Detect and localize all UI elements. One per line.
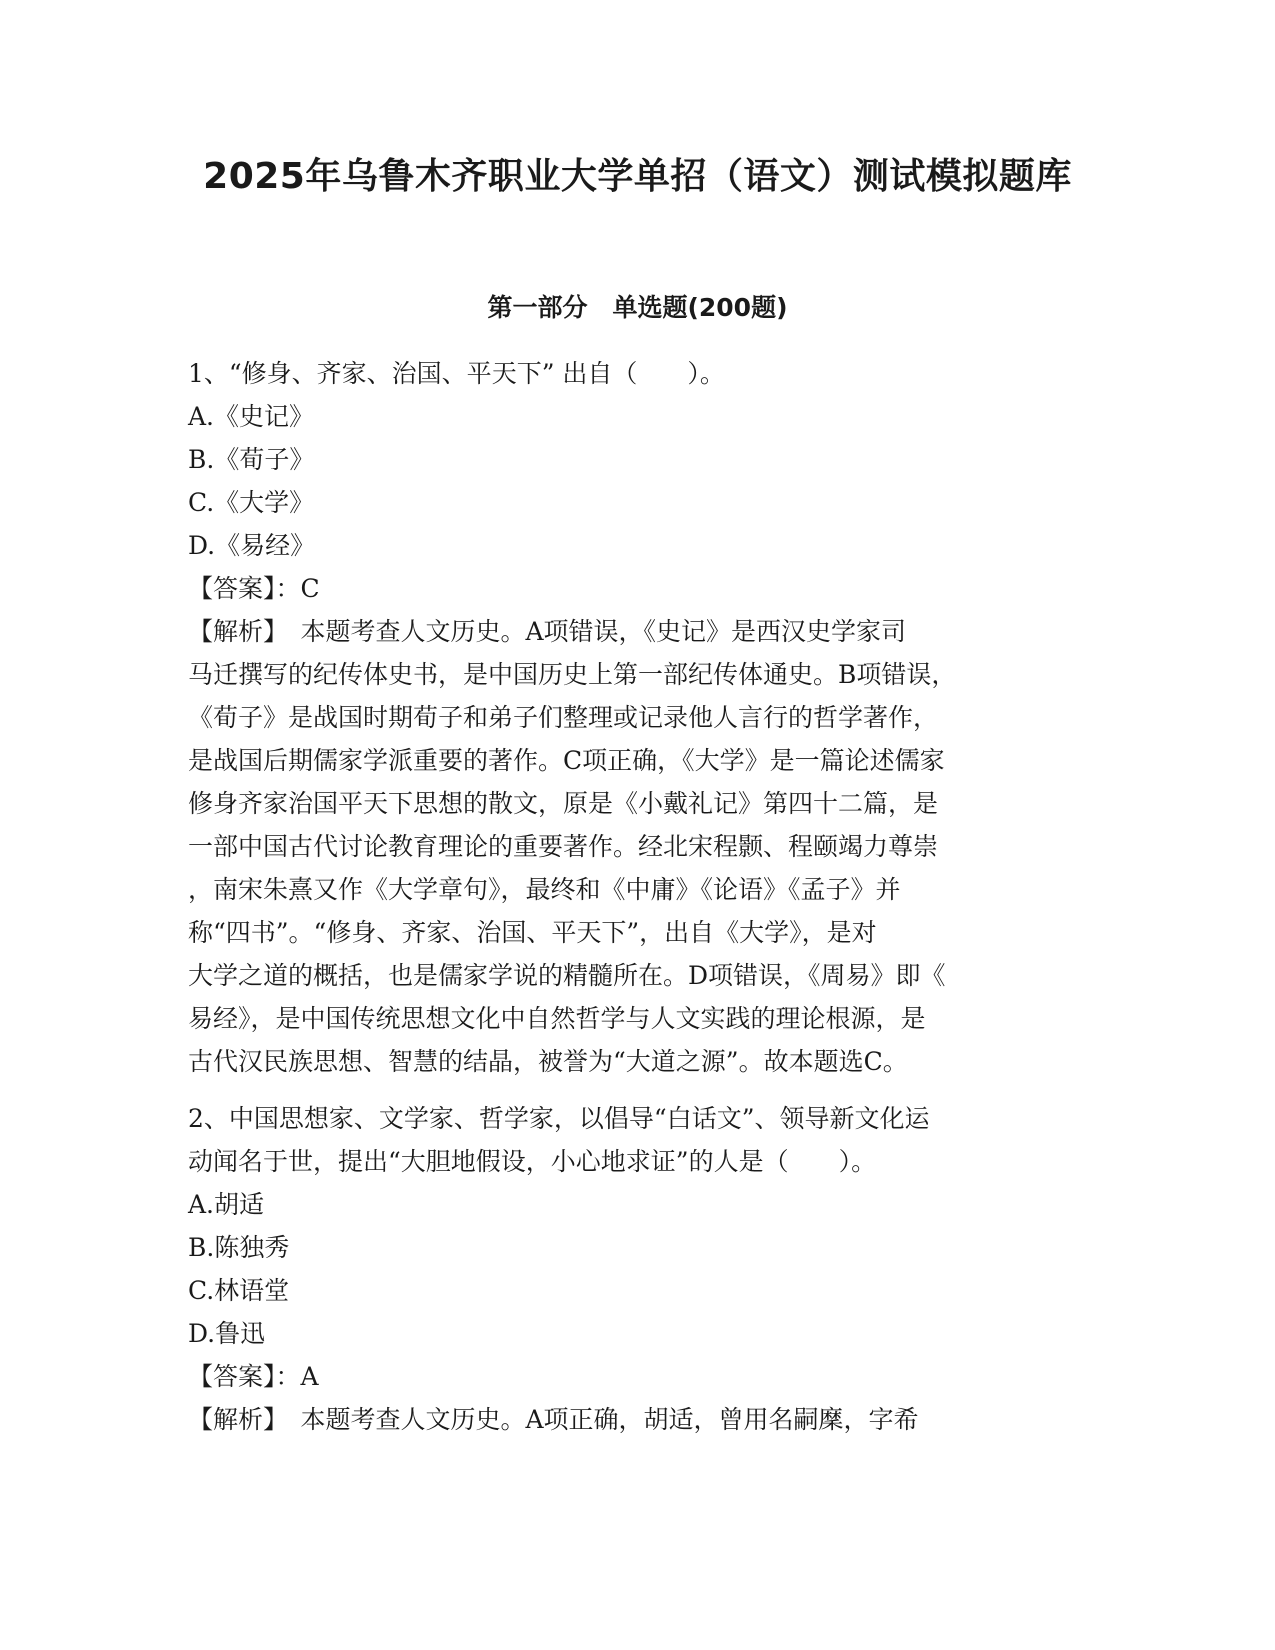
option-a: A.《史记》 — [188, 402, 315, 431]
question-1 — [188, 352, 1088, 1083]
analysis-line: 一部中国古代讨论教育理论的重要著作。经北宋程颢、程颐竭力尊崇 — [188, 832, 939, 861]
document-title: 2025年乌鲁木齐职业大学单招（语文）测试模拟题库 — [203, 156, 1072, 197]
section-heading: 第一部分 单选题(200题) — [487, 293, 788, 322]
analysis-line: 【解析】 本题考查人文历史。A项错误，《史记》是西汉史学家司 — [188, 617, 907, 646]
analysis-block — [188, 1398, 1088, 1441]
question-spacer — [188, 1083, 1088, 1097]
option-c: C.林语堂 — [188, 1276, 290, 1305]
option-d: D.《易经》 — [188, 531, 316, 560]
option-a: A.胡适 — [188, 1190, 265, 1219]
analysis-line: 【解析】 本题考查人文历史。A项正确，胡适，曾用名嗣穈，字希 — [188, 1405, 919, 1434]
answer-line: 【答案】：C — [188, 574, 320, 603]
analysis-block — [188, 610, 1088, 1083]
analysis-line: 易经》，是中国传统思想文化中自然哲学与人文实践的理论根源，是 — [188, 1004, 926, 1033]
analysis-line: 修身齐家治国平天下思想的散文，原是《小戴礼记》第四十二篇，是 — [188, 789, 939, 818]
question-stem: 2、中国思想家、文学家、哲学家，以倡导“白话文”、领导新文化运 — [188, 1104, 930, 1133]
analysis-line: 是战国后期儒家学派重要的著作。C项正确，《大学》是一篇论述儒家 — [188, 746, 945, 775]
analysis-line: 《荀子》是战国时期荀子和弟子们整理或记录他人言行的哲学著作， — [188, 703, 939, 732]
question-stem: 1、“修身、齐家、治国、平天下” 出自（ ）。 — [188, 359, 725, 388]
option-d: D.鲁迅 — [188, 1319, 266, 1348]
analysis-line: ，南宋朱熹又作《大学章句》，最终和《中庸》《论语》《孟子》并 — [188, 875, 901, 904]
question-stem: 动闻名于世，提出“大胆地假设，小心地求证”的人是（ ）。 — [188, 1147, 877, 1176]
question-2 — [188, 1097, 1088, 1441]
option-b: B.陈独秀 — [188, 1233, 290, 1262]
answer-line: 【答案】：A — [188, 1362, 319, 1391]
analysis-line: 马迁撰写的纪传体史书，是中国历史上第一部纪传体通史。B项错误， — [188, 660, 957, 689]
analysis-line: 称“四书”。“修身、齐家、治国、平天下”，出自《大学》，是对 — [188, 918, 877, 947]
analysis-line: 古代汉民族思想、智慧的结晶，被誉为“大道之源”。故本题选C。 — [188, 1047, 908, 1076]
analysis-line: 大学之道的概括，也是儒家学说的精髓所在。D项错误，《周易》即《 — [188, 961, 946, 990]
option-c: C.《大学》 — [188, 488, 315, 517]
option-b: B.《荀子》 — [188, 445, 315, 474]
question-list — [188, 352, 1088, 1441]
